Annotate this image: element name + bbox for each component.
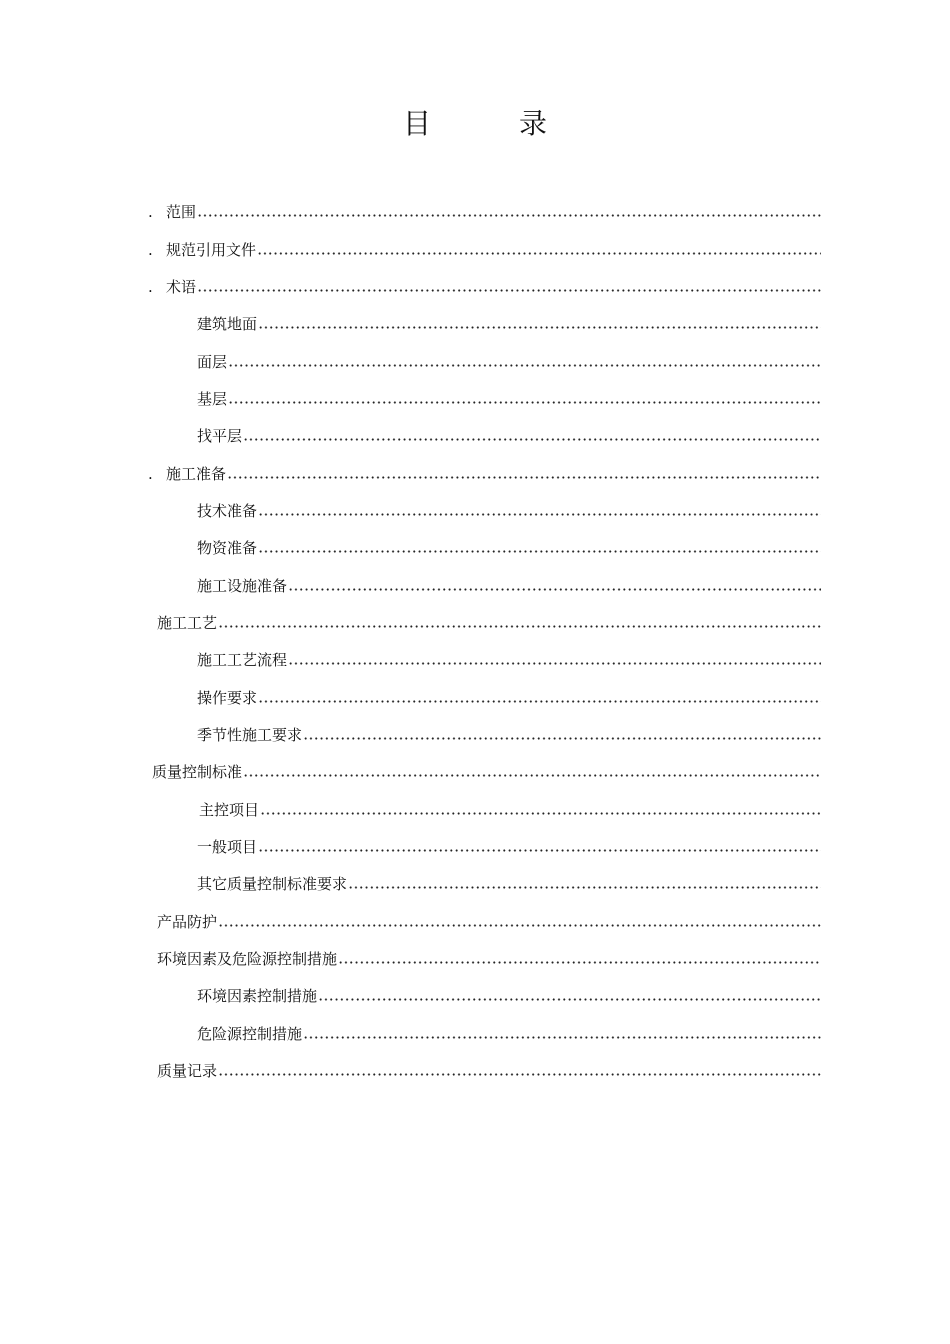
toc-entry-label [197, 575, 287, 596]
toc-entry-text: 质量记录 [157, 1062, 218, 1081]
toc-entry[interactable] [0, 1052, 950, 1089]
toc-entry-text: 一般项目 [197, 838, 258, 857]
toc-entry-label [197, 313, 257, 334]
toc-entry-label [157, 911, 217, 932]
toc-entry-label [197, 1023, 302, 1044]
toc-entry[interactable] [0, 492, 950, 529]
toc-entry-text: 施工准备 [166, 464, 227, 483]
toc-entry-text: 规范引用文件 [166, 240, 257, 259]
dot-leader [218, 625, 821, 628]
toc-entry-text: 主控项目 [199, 800, 260, 819]
toc-entry[interactable] [0, 1015, 950, 1052]
page-title: 目 录 [402, 107, 577, 140]
toc-entry[interactable] [0, 977, 950, 1014]
toc-entry-label [197, 537, 257, 558]
toc-entry-text: 基层 [197, 389, 228, 408]
dot-leader [218, 924, 821, 927]
dot-leader [258, 513, 821, 516]
toc-entry-label [197, 873, 347, 894]
toc-entry-text: 危险源控制措施 [197, 1024, 303, 1043]
toc-entry[interactable] [0, 828, 950, 865]
dot-leader [288, 588, 821, 591]
toc-entry[interactable] [0, 903, 950, 940]
dot-leader [258, 700, 821, 703]
dot-leader [243, 438, 821, 441]
dot-leader [258, 550, 821, 553]
dot-leader [243, 774, 821, 777]
toc-entry[interactable] [0, 604, 950, 641]
toc-entry-text: 术语 [166, 277, 197, 296]
toc-entry-label [148, 276, 196, 297]
toc-entry[interactable] [0, 305, 950, 342]
toc-entry-label [157, 612, 217, 633]
toc-entry-text: 其它质量控制标准要求 [197, 875, 348, 894]
toc-entry[interactable] [0, 566, 950, 603]
toc-entry-label [157, 948, 337, 969]
toc-entry[interactable] [0, 529, 950, 566]
toc-entry-text: 施工工艺 [157, 613, 218, 632]
toc-entry-label [197, 724, 302, 745]
toc-entry[interactable] [0, 716, 950, 753]
dot-leader [197, 214, 821, 217]
toc-entry-text: 季节性施工要求 [197, 725, 303, 744]
dot-leader [338, 961, 821, 964]
toc-entry-text: 环境因素及危险源控制措施 [157, 950, 338, 969]
toc-entry[interactable] [0, 342, 950, 379]
dot-leader [218, 1073, 821, 1076]
toc-entry-label [199, 799, 259, 820]
toc-entry-label [197, 425, 242, 446]
toc-entry[interactable] [0, 417, 950, 454]
toc-entry-label [197, 388, 227, 409]
toc-entry-text: 产品防护 [157, 912, 218, 931]
toc-entry-label [197, 351, 227, 372]
toc-entry-number: . [148, 203, 153, 222]
toc-entry-text: 建筑地面 [197, 315, 258, 334]
toc-entry-text: 物资准备 [197, 539, 258, 558]
toc-entry[interactable] [0, 791, 950, 828]
toc-entry[interactable] [0, 678, 950, 715]
toc-entry-label [197, 500, 257, 521]
toc-entry[interactable] [0, 230, 950, 267]
table-of-contents [0, 193, 950, 1089]
toc-entry-label [197, 985, 317, 1006]
dot-leader [348, 886, 821, 889]
dot-leader [260, 812, 821, 815]
toc-entry[interactable] [0, 753, 950, 790]
dot-leader [318, 998, 821, 1001]
dot-leader [257, 252, 821, 255]
dot-leader [288, 662, 821, 665]
dot-leader [258, 849, 821, 852]
toc-entry-number: . [148, 277, 153, 296]
dot-leader [197, 289, 821, 292]
toc-entry[interactable] [0, 193, 950, 230]
toc-entry-text: 施工设施准备 [197, 576, 288, 595]
dot-leader [303, 737, 821, 740]
dot-leader [228, 401, 821, 404]
toc-entry[interactable] [0, 865, 950, 902]
toc-entry-number: . [148, 240, 153, 259]
toc-entry-text: 范围 [166, 203, 197, 222]
toc-entry-text: 操作要求 [197, 688, 258, 707]
toc-entry[interactable] [0, 940, 950, 977]
toc-entry-label [148, 239, 256, 260]
toc-entry-text: 面层 [197, 352, 228, 371]
toc-entry-label [148, 463, 226, 484]
toc-entry-label [197, 687, 257, 708]
toc-entry[interactable] [0, 268, 950, 305]
dot-leader [258, 326, 821, 329]
toc-entry-text: 找平层 [197, 427, 243, 446]
toc-entry-text: 质量控制标准 [152, 763, 243, 782]
toc-entry-label [157, 1060, 217, 1081]
toc-entry-text: 技术准备 [197, 501, 258, 520]
toc-entry[interactable] [0, 641, 950, 678]
toc-entry-text: 施工工艺流程 [197, 651, 288, 670]
toc-entry-number: . [148, 464, 153, 483]
toc-entry-text: 环境因素控制措施 [197, 987, 318, 1006]
dot-leader [227, 476, 821, 479]
toc-entry[interactable] [0, 380, 950, 417]
dot-leader [303, 1036, 821, 1039]
dot-leader [228, 364, 821, 367]
toc-entry-label [197, 649, 287, 670]
toc-entry[interactable] [0, 454, 950, 491]
toc-entry-label [152, 761, 242, 782]
toc-entry-label [148, 201, 196, 222]
toc-entry-label [197, 836, 257, 857]
